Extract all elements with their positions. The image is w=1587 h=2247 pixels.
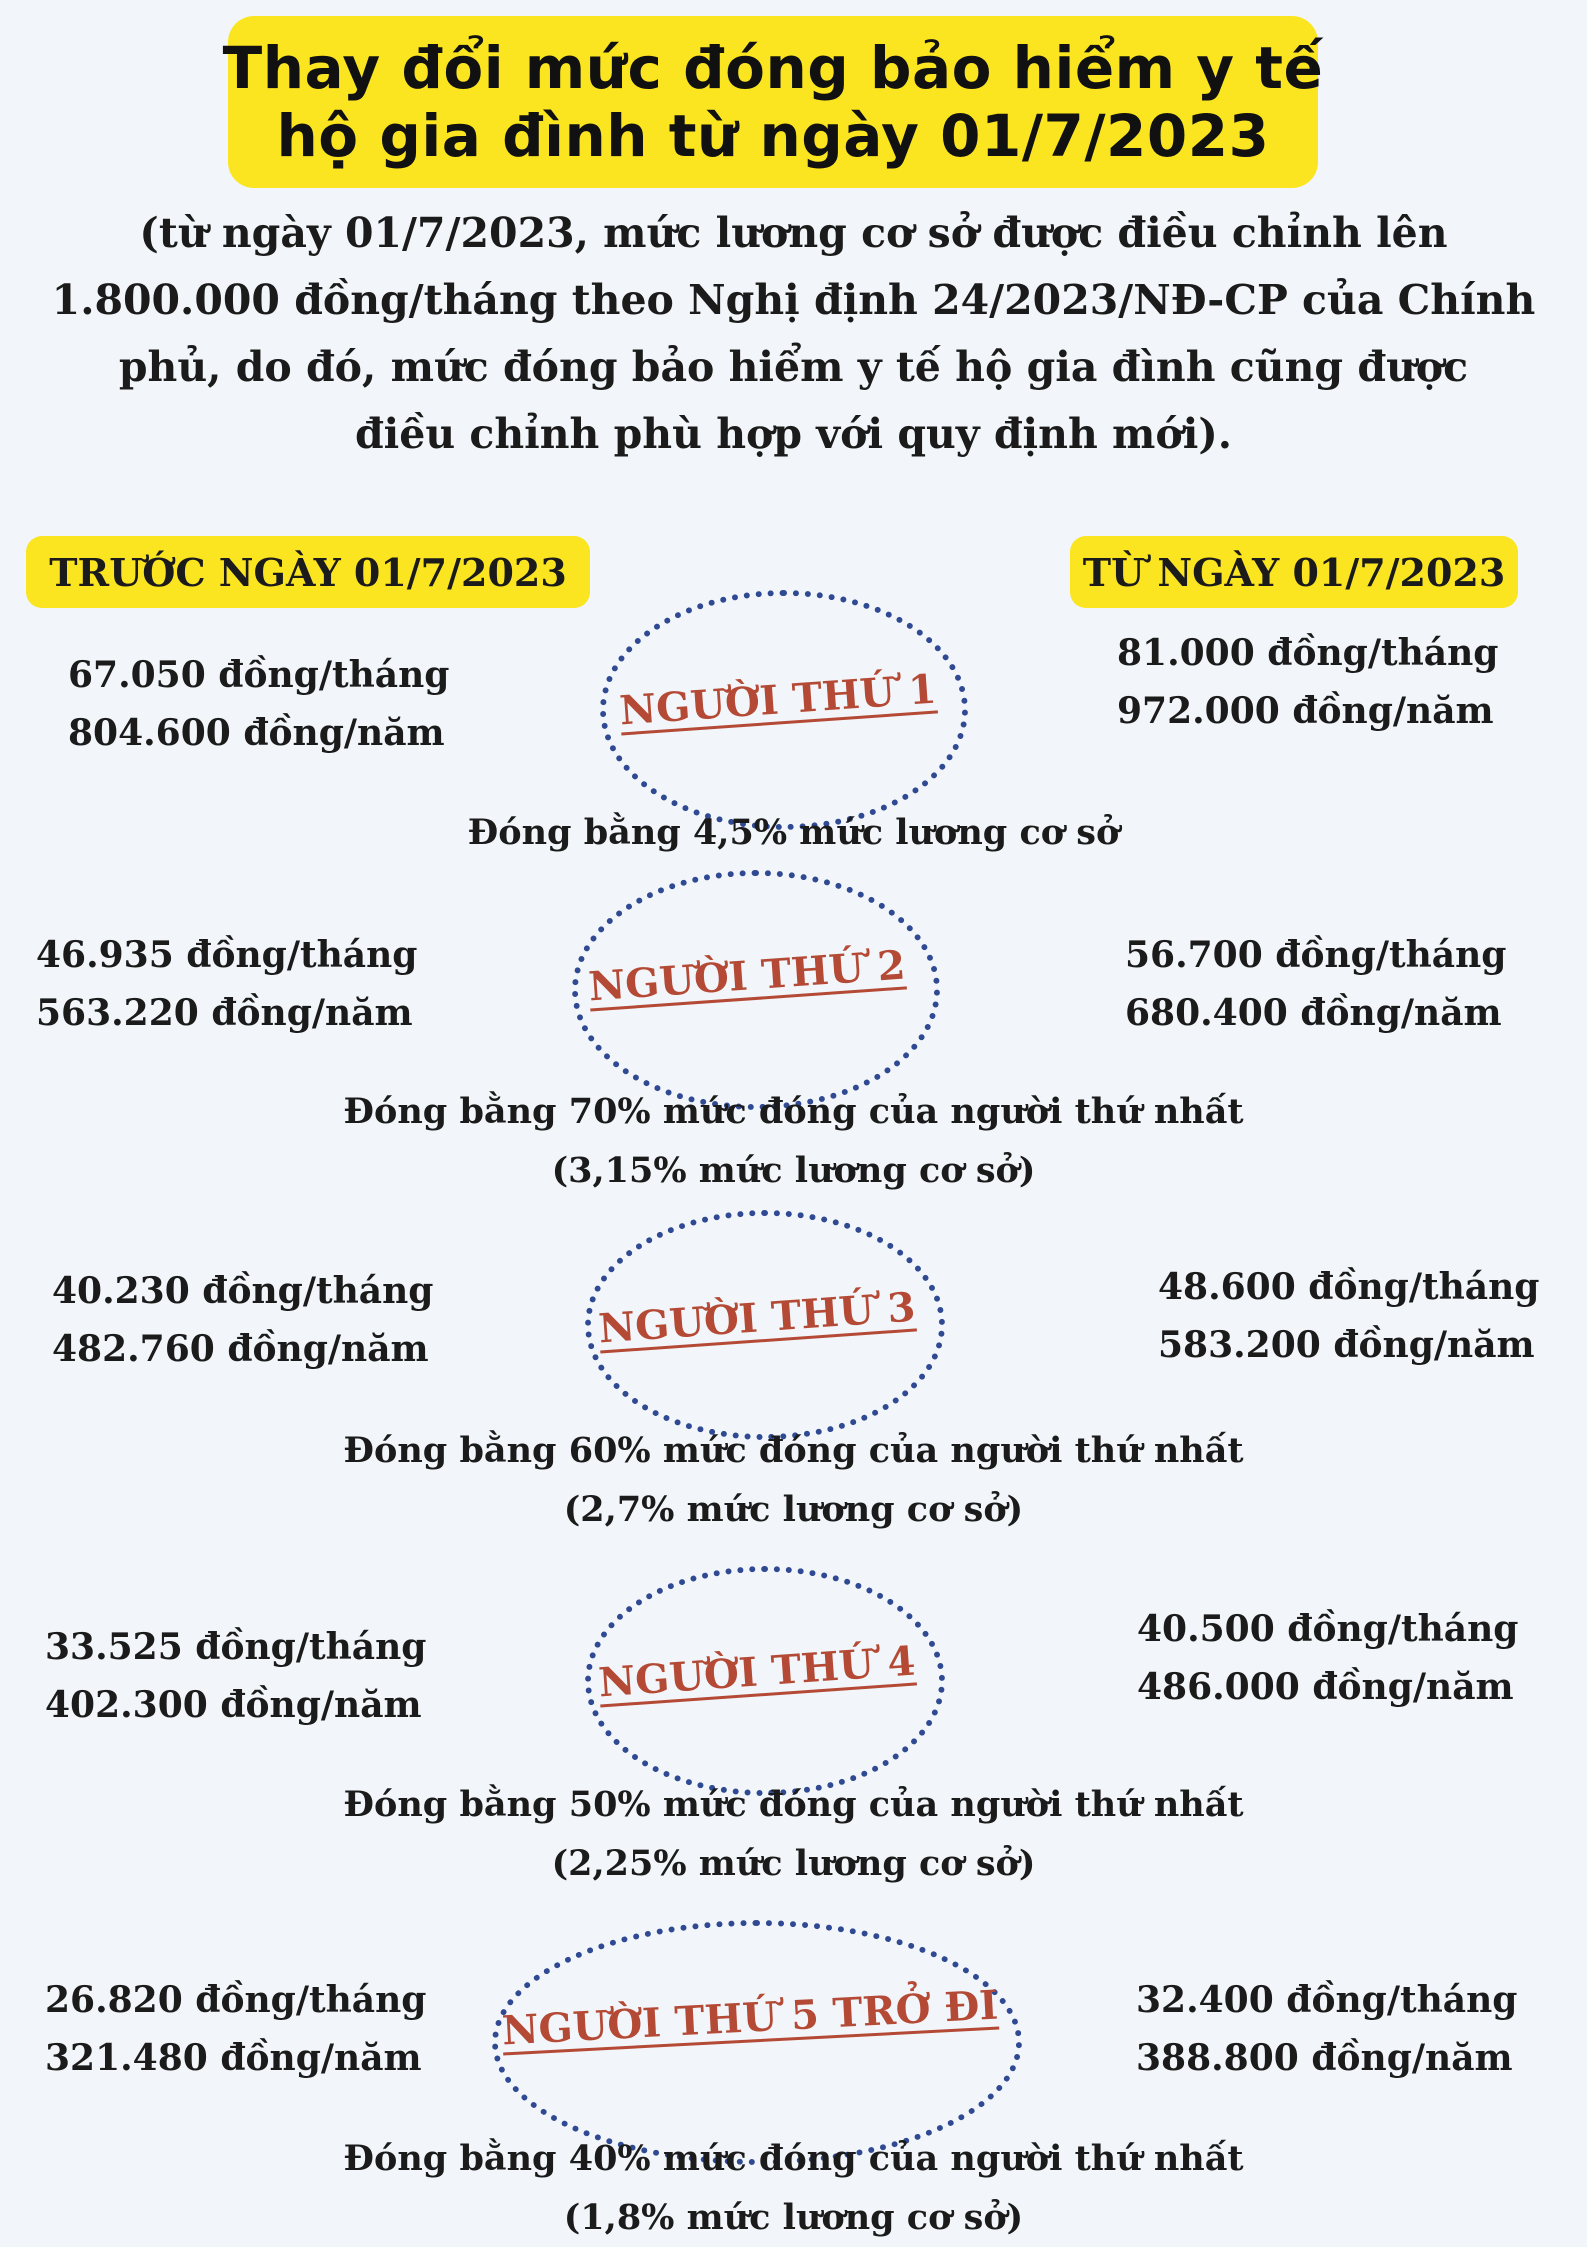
person-2-note-line-2: (3,15% mức lương cơ sở) <box>551 1150 1036 1191</box>
person-5-note-line-1: Đóng bằng 40% mức đóng của người thứ nhất <box>343 2138 1244 2179</box>
after-date-label: TỪ NGÀY 01/7/2023 <box>1070 536 1518 608</box>
person-4-after-year: 486.000 đồng/năm <box>1137 1666 1514 1708</box>
person-3-label: NGƯỜI THỨ 3 <box>597 1283 917 1353</box>
person-2-note <box>0 1082 1587 1200</box>
person-1-after-amount <box>1117 624 1498 740</box>
person-3-before-month: 40.230 đồng/tháng <box>52 1270 434 1312</box>
person-2-label: NGƯỜI THỨ 2 <box>587 941 907 1011</box>
person-1-before-amount <box>68 646 449 762</box>
person-3-note <box>0 1421 1587 1539</box>
person-3-before-amount <box>52 1262 433 1378</box>
intro-line-1: (từ ngày 01/7/2023, mức lương cơ sở được điều chỉnh lên <box>139 209 1448 257</box>
page-title-line-2: hộ gia đình từ ngày 01/7/2023 <box>276 102 1270 170</box>
person-4-before-month: 33.525 đồng/tháng <box>45 1626 427 1668</box>
person-5-after-year: 388.800 đồng/năm <box>1136 2037 1513 2079</box>
intro-line-3: phủ, do đó, mức đóng bảo hiểm y tế hộ gia đình cũng được <box>118 343 1469 391</box>
person-2-after-month: 56.700 đồng/tháng <box>1125 934 1507 976</box>
person-4-note <box>0 1775 1587 1893</box>
person-5-label: NGƯỜI THỨ 5 TRỞ ĐI <box>500 1981 1000 2055</box>
person-4-note-line-1: Đóng bằng 50% mức đóng của người thứ nhất <box>343 1784 1244 1825</box>
person-1-note <box>0 803 1587 862</box>
person-2-before-month: 46.935 đồng/tháng <box>36 934 418 976</box>
person-5-before-month: 26.820 đồng/tháng <box>45 1979 427 2021</box>
person-4-after-amount <box>1137 1600 1518 1716</box>
person-2-after-year: 680.400 đồng/năm <box>1125 992 1502 1034</box>
intro-line-2: 1.800.000 đồng/tháng theo Nghị định 24/2023/NĐ-CP của Chính <box>51 276 1536 324</box>
person-5-note <box>0 2129 1587 2247</box>
person-5-before-year: 321.480 đồng/năm <box>45 2037 422 2079</box>
person-1-note-line-1: Đóng bằng 4,5% mức lương cơ sở <box>467 812 1120 853</box>
person-5-after-month: 32.400 đồng/tháng <box>1136 1979 1518 2021</box>
person-1-label: NGƯỜI THỨ 1 <box>618 665 938 735</box>
person-2-note-line-1: Đóng bằng 70% mức đóng của người thứ nhất <box>343 1091 1244 1132</box>
person-5-before-amount <box>45 1971 426 2087</box>
person-4-before-year: 402.300 đồng/năm <box>45 1684 422 1726</box>
person-3-after-month: 48.600 đồng/tháng <box>1158 1266 1540 1308</box>
page-title-line-1: Thay đổi mức đóng bảo hiểm y tế <box>222 34 1324 102</box>
person-2-before-year: 563.220 đồng/năm <box>36 992 413 1034</box>
title-box <box>222 16 1324 188</box>
person-3-note-line-1: Đóng bằng 60% mức đóng của người thứ nhất <box>343 1430 1244 1471</box>
person-3-after-amount <box>1158 1258 1539 1374</box>
person-1-after-year: 972.000 đồng/năm <box>1117 690 1494 732</box>
person-5-after-amount <box>1136 1971 1517 2087</box>
person-1-before-month: 67.050 đồng/tháng <box>68 654 450 696</box>
person-4-label: NGƯỜI THỨ 4 <box>597 1637 917 1707</box>
person-5-note-line-2: (1,8% mức lương cơ sở) <box>563 2197 1024 2238</box>
person-3-note-line-2: (2,7% mức lương cơ sở) <box>563 1489 1024 1530</box>
person-1-after-month: 81.000 đồng/tháng <box>1117 632 1499 674</box>
intro-line-4: điều chỉnh phù hợp với quy định mới). <box>354 410 1232 458</box>
person-1-before-year: 804.600 đồng/năm <box>68 712 445 754</box>
person-4-after-month: 40.500 đồng/tháng <box>1137 1608 1519 1650</box>
person-3-after-year: 583.200 đồng/năm <box>1158 1324 1535 1366</box>
person-4-before-amount <box>45 1618 426 1734</box>
person-2-before-amount <box>36 926 417 1042</box>
person-2-after-amount <box>1125 926 1506 1042</box>
person-3-before-year: 482.760 đồng/năm <box>52 1328 429 1370</box>
intro-paragraph <box>40 200 1547 468</box>
person-4-note-line-2: (2,25% mức lương cơ sở) <box>551 1843 1036 1884</box>
before-date-label: TRƯỚC NGÀY 01/7/2023 <box>26 536 590 608</box>
